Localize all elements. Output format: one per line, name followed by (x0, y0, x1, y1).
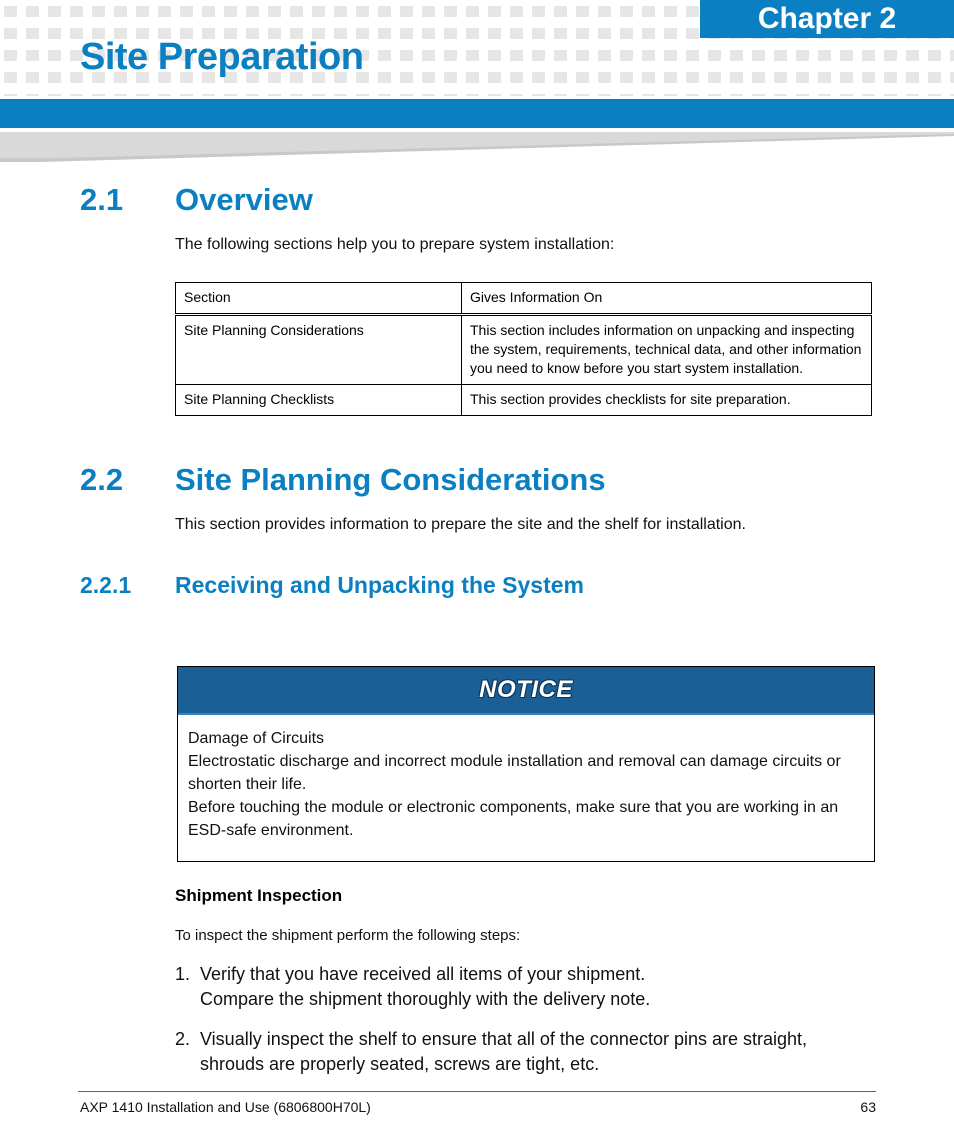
list-item (175, 962, 875, 1012)
chapter-tab: Chapter 2 (700, 0, 954, 38)
overview-table (175, 282, 872, 416)
table-header-row (176, 283, 872, 315)
list-item (175, 1027, 875, 1077)
step-number: 2. (175, 1029, 191, 1049)
section-title: Site Planning Considerations (175, 462, 606, 497)
notice-line: Damage of Circuits (188, 730, 325, 747)
section-heading-site-planning (80, 462, 606, 498)
notice-label: NOTICE (479, 676, 573, 703)
page-title: Site Preparation (80, 36, 364, 78)
subsection-heading-receiving (80, 572, 584, 599)
footer-page-number: 63 (860, 1099, 876, 1115)
table-row (176, 315, 872, 385)
shipment-intro: To inspect the shipment perform the following steps: (175, 927, 521, 944)
section-number: 2.2 (80, 462, 124, 497)
section-title: Overview (175, 182, 313, 217)
table-cell: This section provides checklists for site preparation. (462, 385, 872, 416)
table-cell: This section includes information on unpacking and inspecting the system, requirements, technical data, and other information you need to know before you start system installation. (462, 315, 872, 385)
notice-line: Electrostatic discharge and incorrect module installation and removal can damage circuits or shorten their life. (188, 753, 841, 793)
inspection-steps-list (175, 962, 875, 1092)
step-text: Verify that you have received all items of your shipment. (200, 964, 646, 984)
section-heading-overview (80, 182, 313, 218)
step-subtext: Compare the shipment thoroughly with the delivery note. (200, 989, 651, 1009)
table-cell: Site Planning Considerations (176, 315, 462, 385)
header-blue-band (0, 99, 954, 128)
notice-body (178, 715, 874, 842)
step-number: 1. (175, 964, 191, 984)
notice-box (177, 666, 875, 862)
notice-line: Before touching the module or electronic components, make sure that you are working in an ESD-safe environment. (188, 799, 839, 839)
table-header-cell: Gives Information On (462, 283, 872, 315)
notice-header (178, 667, 874, 715)
footer-document-title: AXP 1410 Installation and Use (6806800H70L) (80, 1099, 371, 1115)
subsection-title: Receiving and Unpacking the System (175, 572, 585, 598)
site-planning-intro: This section provides information to prepare the site and the shelf for installation. (175, 516, 746, 533)
shipment-inspection-heading: Shipment Inspection (175, 886, 343, 905)
table-header-cell: Section (176, 283, 462, 315)
table-cell: Site Planning Checklists (176, 385, 462, 416)
table-row (176, 385, 872, 416)
header-gray-swoosh (0, 128, 954, 164)
overview-intro: The following sections help you to prepare system installation: (175, 236, 615, 253)
step-text: Visually inspect the shelf to ensure that all of the connector pins are straight, shrouds are properly seated, screws are tight, etc. (200, 1029, 808, 1074)
subsection-number: 2.2.1 (80, 572, 132, 598)
section-number: 2.1 (80, 182, 124, 217)
footer-rule (78, 1091, 876, 1092)
